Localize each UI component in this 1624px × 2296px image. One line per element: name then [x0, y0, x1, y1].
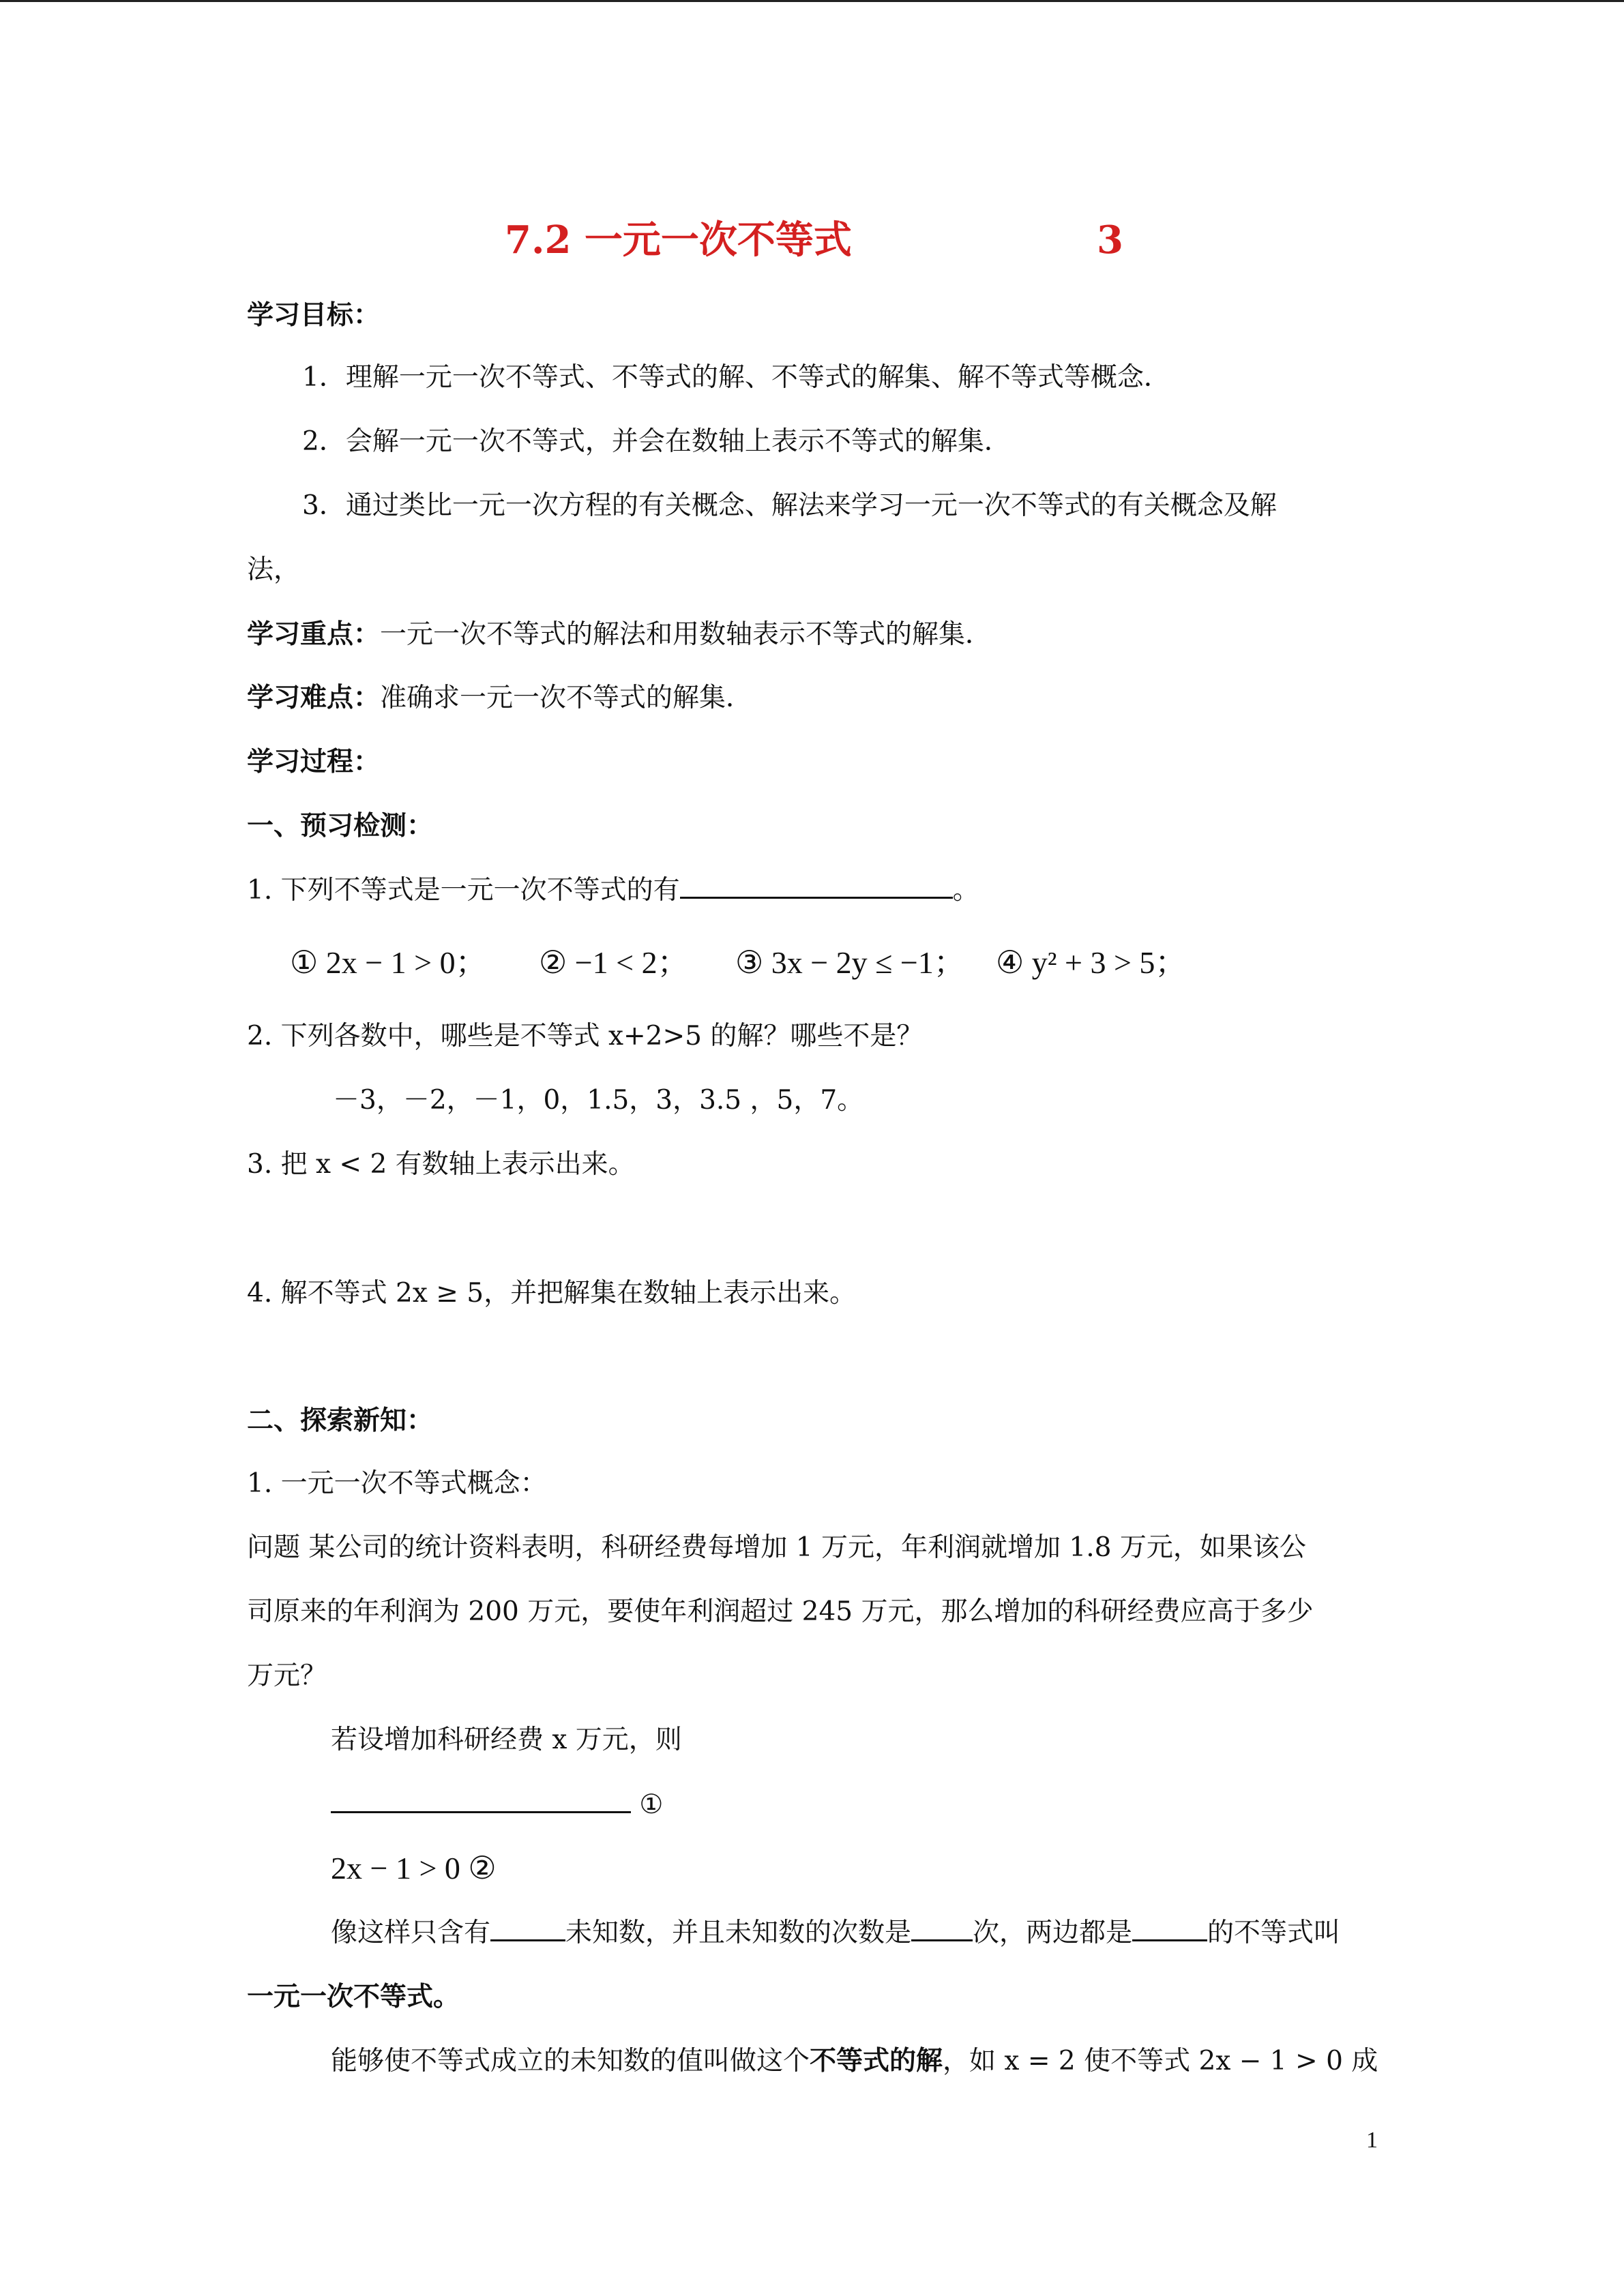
- question-2: 2. 下列各数中，哪些是不等式 x+2>5 的解？哪些不是？: [247, 1021, 924, 1052]
- title-number: 3: [1097, 218, 1123, 263]
- objective-1: 1．理解一元一次不等式、不等式的解、不等式的解集、解不等式等概念．: [302, 362, 1170, 393]
- objective-2: 2．会解一元一次不等式，并会在数轴上表示不等式的解集．: [302, 426, 1011, 457]
- question-2-numbers: －3，－2，－1，0，1.5，3，3.5 ，5，7。: [333, 1085, 864, 1116]
- term-definition: 一元一次不等式。: [247, 1981, 460, 2012]
- fill-text-c: 次，两边都是: [973, 1918, 1133, 1948]
- problem-line-3: 万元？: [247, 1660, 327, 1691]
- answer-blank[interactable]: [680, 869, 953, 899]
- difficulty-label: 学习难点：: [247, 682, 381, 713]
- option-4: ④ y² + 3 > 5；: [996, 945, 1187, 980]
- fill-text-b: 未知数，并且未知数的次数是: [565, 1918, 912, 1948]
- question-1-end: 。: [952, 875, 979, 906]
- fill-text-a: 像这样只含有: [331, 1918, 491, 1948]
- solution-line: [331, 2040, 1378, 2082]
- solution-text-b: ，如 x = 2 使不等式 2x − 1 > 0 成: [943, 2046, 1378, 2076]
- option-1: ① 2x − 1 > 0；: [290, 945, 487, 980]
- objective-3: 3．通过类比一元一次方程的有关概念、解法来学习一元一次不等式的有关概念及解: [302, 490, 1277, 521]
- fill-text-d: 的不等式叫: [1207, 1918, 1341, 1948]
- difficulty-text: 准确求一元一次不等式的解集．: [380, 683, 753, 713]
- objectives-heading: 学习目标：: [247, 299, 381, 331]
- blank-degree[interactable]: [911, 1912, 973, 1941]
- option-3: ③ 3x − 2y ≤ −1；: [735, 945, 965, 980]
- question-1: [247, 869, 979, 911]
- focus-text: 一元一次不等式的解法和用数轴表示不等式的解集．: [380, 619, 992, 650]
- top-border: [0, 0, 1624, 2]
- equation-2: 2x − 1 > 0 ②: [331, 1851, 497, 1885]
- solution-text-a: 能够使不等式成立的未知数的值叫做这个: [331, 2046, 810, 2076]
- page-title: 7.2 一元一次不等式: [505, 218, 852, 263]
- assumption: 若设增加科研经费 x 万元，则: [331, 1725, 682, 1755]
- problem-line-1: 问题 某公司的统计资料表明，科研经费每增加 1 万元，年利润就增加 1.8 万元，如果该公: [247, 1532, 1306, 1563]
- focus-label: 学习重点：: [247, 618, 381, 650]
- solution-term: 不等式的解: [810, 2045, 943, 2076]
- process-heading: 学习过程：: [247, 746, 381, 777]
- difficulty-line: [247, 677, 752, 719]
- problem-line-2: 司原来的年利润为 200 万元，要使年利润超过 245 万元，那么增加的科研经费应高于多少: [247, 1596, 1314, 1627]
- objective-3-continued: 法，: [247, 554, 301, 585]
- preview-heading: 一、预习检测：: [247, 810, 434, 841]
- question-3: 3. 把 x < 2 有数轴上表示出来。: [247, 1149, 635, 1180]
- page-number: 1: [1366, 2128, 1378, 2153]
- concept-heading: 1. 一元一次不等式概念：: [247, 1468, 547, 1499]
- fill-line: [331, 1912, 1340, 1954]
- question-4: 4. 解不等式 2x ≥ 5，并把解集在数轴上表示出来。: [247, 1278, 857, 1309]
- explore-heading: 二、探索新知：: [247, 1405, 434, 1436]
- option-2: ② −1 < 2；: [539, 945, 689, 980]
- equation-1: [331, 1784, 663, 1825]
- blank-type[interactable]: [1132, 1912, 1207, 1941]
- equation-1-mark: ①: [639, 1789, 664, 1820]
- blank-count[interactable]: [490, 1912, 565, 1941]
- focus-line: [247, 614, 992, 655]
- question-1-text: 1. 下列不等式是一元一次不等式的有: [247, 875, 680, 906]
- equation-1-blank[interactable]: [331, 1784, 631, 1813]
